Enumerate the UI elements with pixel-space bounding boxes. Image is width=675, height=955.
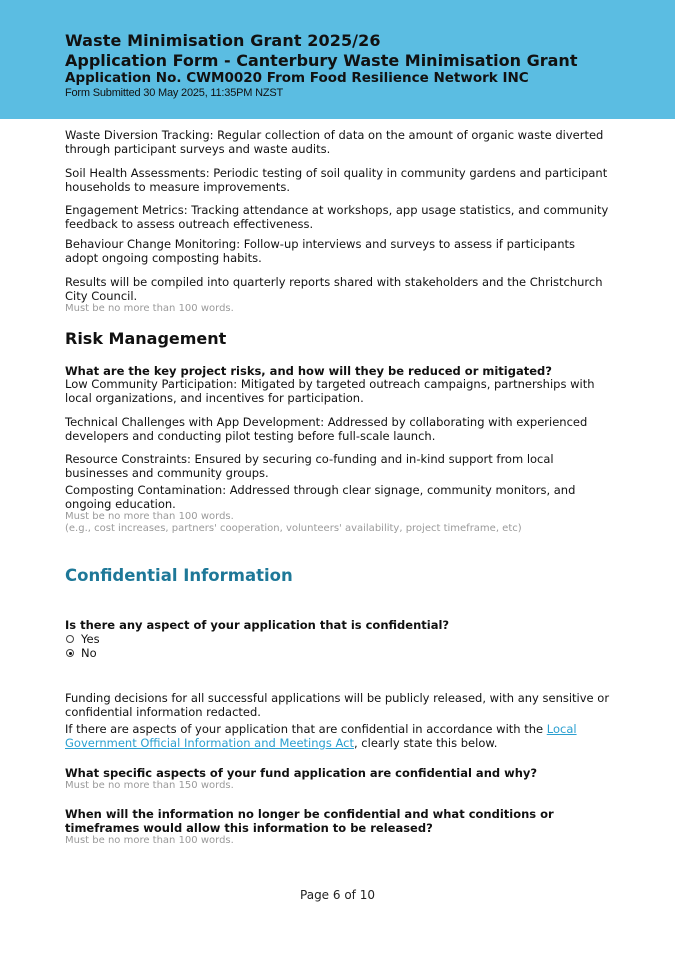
answer-paragraph: Composting Contamination: Addressed through clear signage, community monitors, and ongoing education. — [65, 483, 576, 511]
examples-hint: (e.g., cost increases, partners' cooperation, volunteers' availability, project timeframe, etc) — [65, 523, 522, 534]
question-label: What are the key project risks, and how will they be reduced or mitigated? — [65, 364, 552, 378]
radio-label: Yes — [81, 632, 100, 646]
radio-checked-icon[interactable] — [66, 649, 74, 657]
radio-unchecked-icon[interactable] — [66, 635, 74, 643]
answer-paragraph: Resource Constraints: Ensured by securing co-funding and in-kind support from local businesses and community groups. — [65, 452, 554, 480]
word-limit-hint: Must be no more than 100 words. — [65, 511, 234, 522]
radio-option-no[interactable] — [65, 646, 97, 660]
application-number: Application No. CWM0020 From Food Resilience Network INC — [65, 70, 529, 86]
question-label: What specific aspects of your fund application are confidential and why? — [65, 766, 538, 780]
answer-paragraph: Results will be compiled into quarterly reports shared with stakeholders and the Christchurch City Council. — [65, 275, 603, 303]
word-limit-hint: Must be no more than 100 words. — [65, 835, 234, 846]
answer-paragraph: Waste Diversion Tracking: Regular collection of data on the amount of organic waste diverted through participant surveys and waste audits. — [65, 128, 604, 156]
radio-label: No — [81, 646, 97, 660]
submission-date: Form Submitted 30 May 2025, 11:35PM NZST — [65, 87, 283, 99]
info-text: , clearly state this below. — [353, 736, 498, 750]
info-paragraph — [65, 722, 610, 750]
answer-paragraph: Engagement Metrics: Tracking attendance at workshops, app usage statistics, and community feedback to assess outreach effectiveness. — [65, 203, 609, 231]
lgoima-link[interactable]: Local Government Official Information and Meetings Act — [65, 722, 577, 750]
answer-paragraph: Low Community Participation: Mitigated by targeted outreach campaigns, partnerships with local organizations, and incentives for participation. — [65, 377, 595, 405]
word-limit-hint: Must be no more than 150 words. — [65, 780, 234, 791]
form-subtitle: Application Form - Canterbury Waste Minimisation Grant — [65, 51, 578, 70]
answer-paragraph: Technical Challenges with App Development: Addressed by collaborating with experienced developers and conducting pilot testing before full-scale launch. — [65, 415, 588, 443]
form-header — [0, 0, 675, 119]
answer-paragraph: Soil Health Assessments: Periodic testing of soil quality in community gardens and participant households to measure improvements. — [65, 166, 608, 194]
info-paragraph: Funding decisions for all successful applications will be publicly released, with any sensitive or confidential information redacted. — [65, 691, 610, 719]
question-label: When will the information no longer be confidential and what conditions or timeframes would allow this information to be released? — [65, 807, 554, 835]
form-title: Waste Minimisation Grant 2025/26 — [65, 31, 381, 50]
info-text: If there are aspects of your application that are confidential in accordance with the — [65, 722, 547, 736]
answer-paragraph: Behaviour Change Monitoring: Follow-up interviews and surveys to assess if participants adopt ongoing composting habits. — [65, 237, 576, 265]
page-number: Page 6 of 10 — [300, 888, 375, 902]
word-limit-hint: Must be no more than 100 words. — [65, 303, 234, 314]
question-label: Is there any aspect of your application that is confidential? — [65, 618, 450, 632]
section-heading-risk: Risk Management — [65, 329, 227, 348]
radio-option-yes[interactable] — [65, 632, 100, 646]
section-heading-confidential: Confidential Information — [65, 566, 293, 585]
